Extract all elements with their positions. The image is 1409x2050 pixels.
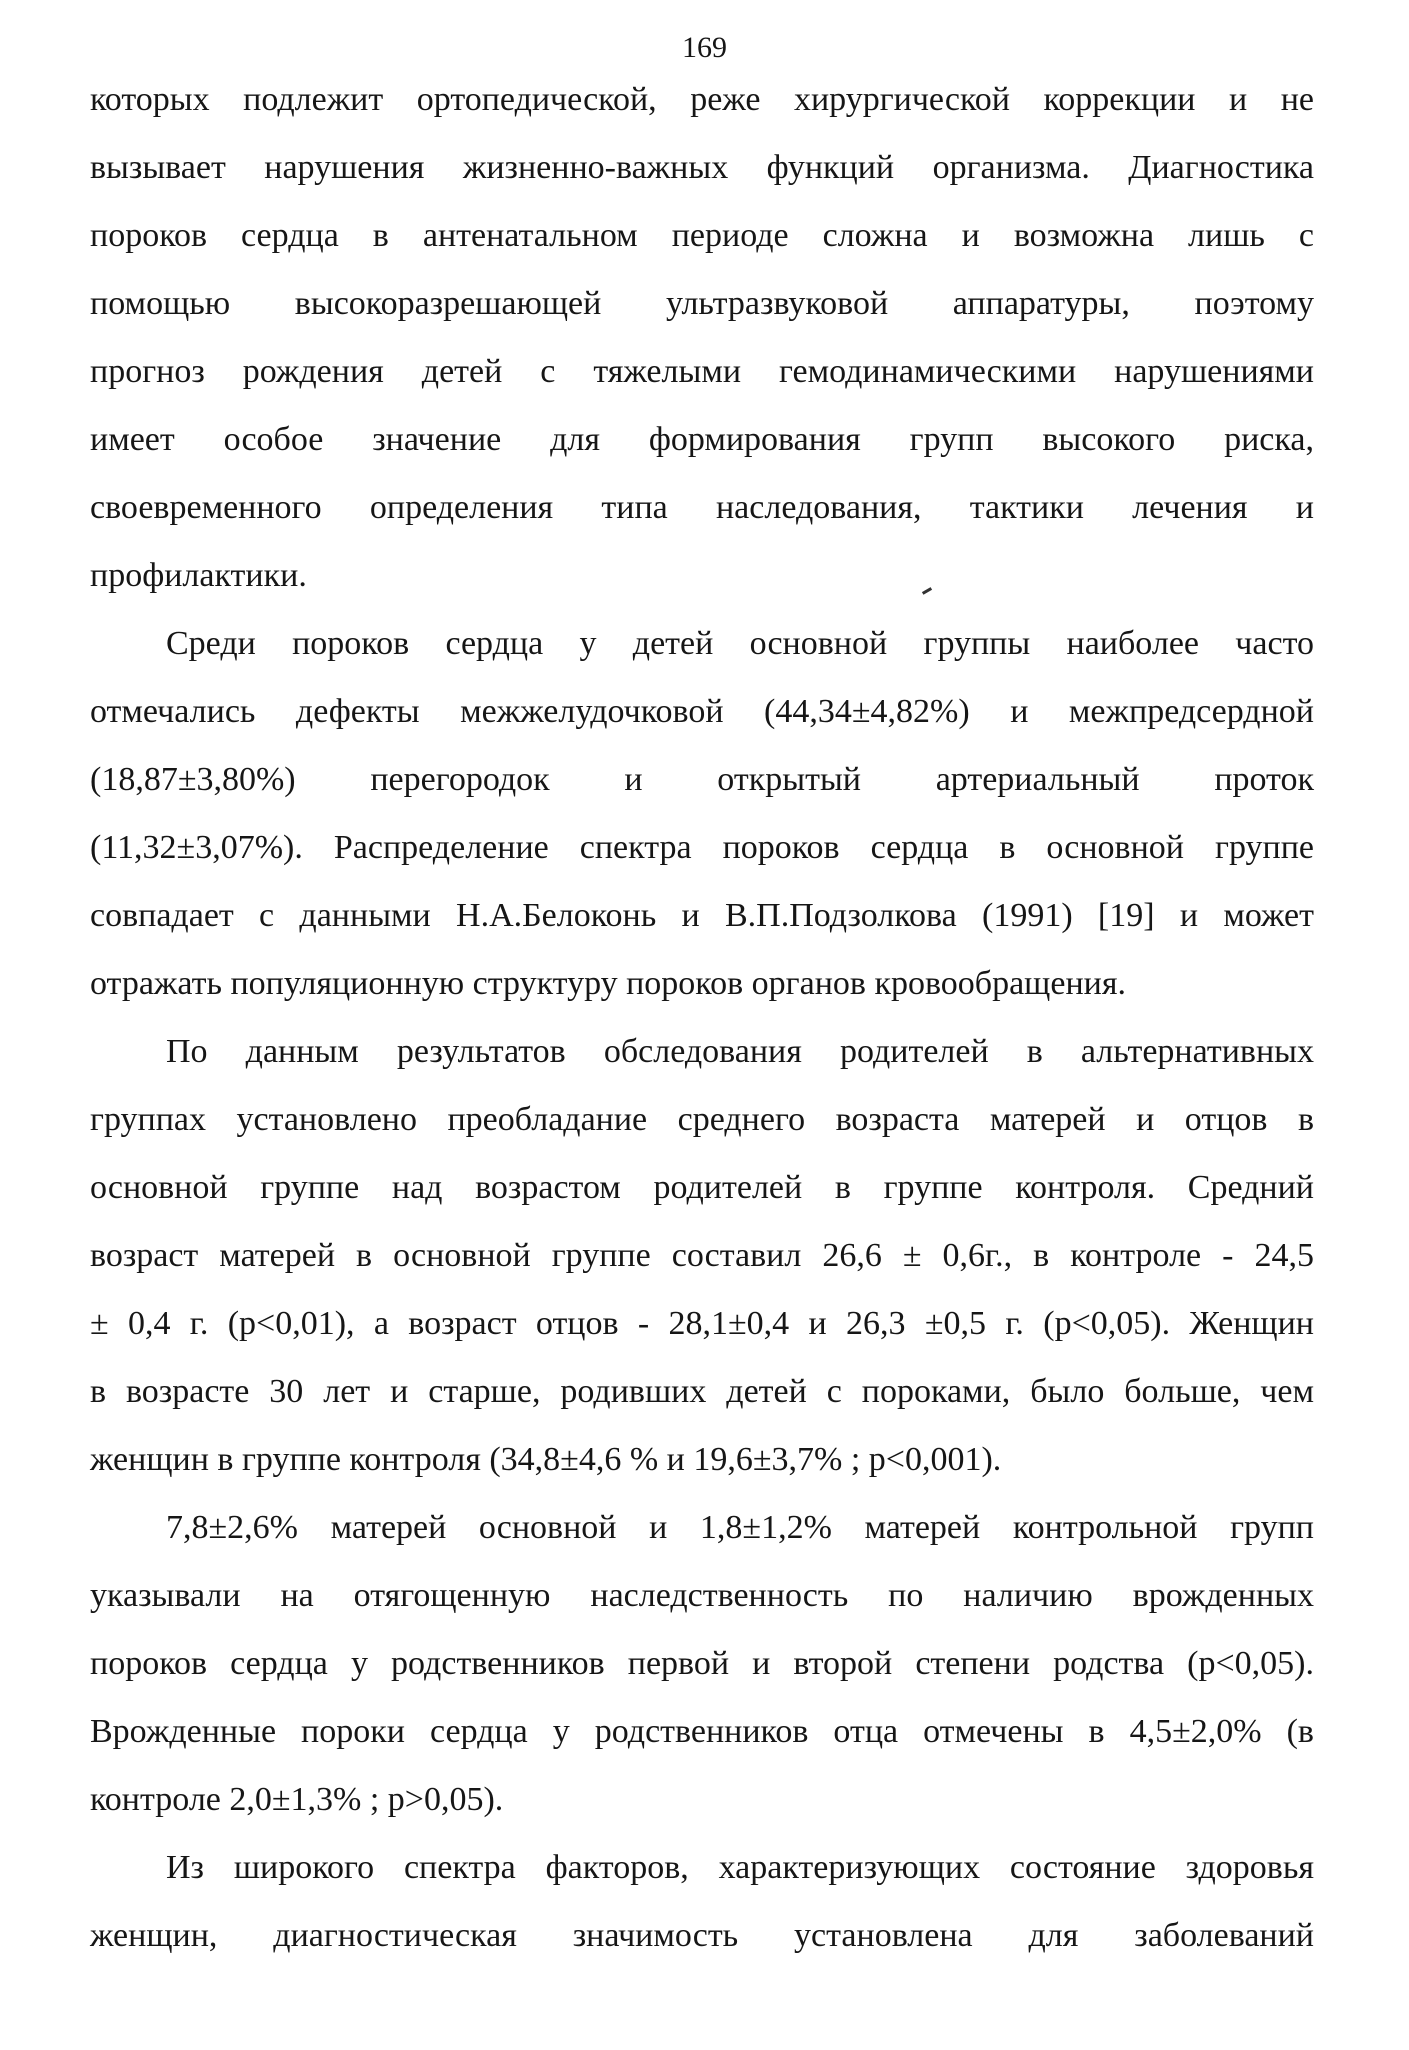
paragraph-5 bbox=[90, 1834, 1314, 1970]
text-line: Среди пороков сердца у детей основной группы наиболее часто bbox=[166, 625, 1314, 662]
text-line: 7,8±2,6% матерей основной и 1,8±1,2% матерей контрольной групп bbox=[166, 1509, 1314, 1546]
paragraph-2 bbox=[90, 610, 1314, 1018]
text-line: женщин, диагностическая значимость установлена для заболеваний bbox=[90, 1917, 1314, 1954]
text-line: имеет особое значение для формирования групп высокого риска, bbox=[90, 421, 1314, 458]
text-line: своевременного определения типа наследования, тактики лечения и bbox=[90, 489, 1314, 526]
text-line: указывали на отягощенную наследственность по наличию врожденных bbox=[90, 1577, 1314, 1614]
text-line: возраст матерей в основной группе составил 26,6 ± 0,6г., в контроле - 24,5 bbox=[90, 1237, 1314, 1274]
page-number: 169 bbox=[682, 31, 727, 64]
text-line: отражать популяционную структуру пороков органов кровообращения. bbox=[90, 965, 1126, 1002]
paragraph-3 bbox=[90, 1018, 1314, 1494]
text-line: Врожденные пороки сердца у родственников отца отмечены в 4,5±2,0% (в bbox=[90, 1713, 1314, 1750]
text-line: основной группе над возрастом родителей в группе контроля. Средний bbox=[90, 1169, 1314, 1206]
text-line: прогноз рождения детей с тяжелыми гемодинамическими нарушениями bbox=[90, 353, 1314, 390]
text-line: контроле 2,0±1,3% ; p>0,05). bbox=[90, 1781, 504, 1818]
text-line: пороков сердца в антенатальном периоде сложна и возможна лишь с bbox=[90, 217, 1314, 254]
text-line: помощью высокоразрешающей ультразвуковой аппаратуры, поэтому bbox=[90, 285, 1314, 322]
text-line: вызывает нарушения жизненно-важных функций организма. Диагностика bbox=[90, 149, 1314, 186]
text-line: женщин в группе контроля (34,8±4,6 % и 19,6±3,7% ; p<0,001). bbox=[90, 1441, 1002, 1478]
text-line: отмечались дефекты межжелудочковой (44,34±4,82%) и межпредсердной bbox=[90, 693, 1314, 730]
text-line: совпадает с данными Н.А.Белоконь и В.П.Подзолкова (1991) [19] и может bbox=[90, 897, 1314, 934]
body-text bbox=[90, 66, 1314, 1970]
text-line: которых подлежит ортопедической, реже хирургической коррекции и не bbox=[90, 81, 1314, 118]
text-line: ± 0,4 г. (p<0,01), а возраст отцов - 28,1±0,4 и 26,3 ±0,5 г. (p<0,05). Женщин bbox=[90, 1305, 1314, 1342]
text-line: По данным результатов обследования родителей в альтернативных bbox=[166, 1033, 1314, 1070]
paragraph-4 bbox=[90, 1494, 1314, 1834]
paragraph-1 bbox=[90, 66, 1314, 610]
text-line: пороков сердца у родственников первой и второй степени родства (p<0,05). bbox=[90, 1645, 1314, 1682]
text-line: профилактики. bbox=[90, 557, 307, 594]
text-line: (18,87±3,80%) перегородок и открытый артериальный проток bbox=[90, 761, 1314, 798]
text-line: группах установлено преобладание среднего возраста матерей и отцов в bbox=[90, 1101, 1314, 1138]
text-line: в возрасте 30 лет и старше, родивших детей с пороками, было больше, чем bbox=[90, 1373, 1314, 1410]
text-line: Из широкого спектра факторов, характеризующих состояние здоровья bbox=[166, 1849, 1314, 1886]
text-line: (11,32±3,07%). Распределение спектра пороков сердца в основной группе bbox=[90, 829, 1314, 866]
